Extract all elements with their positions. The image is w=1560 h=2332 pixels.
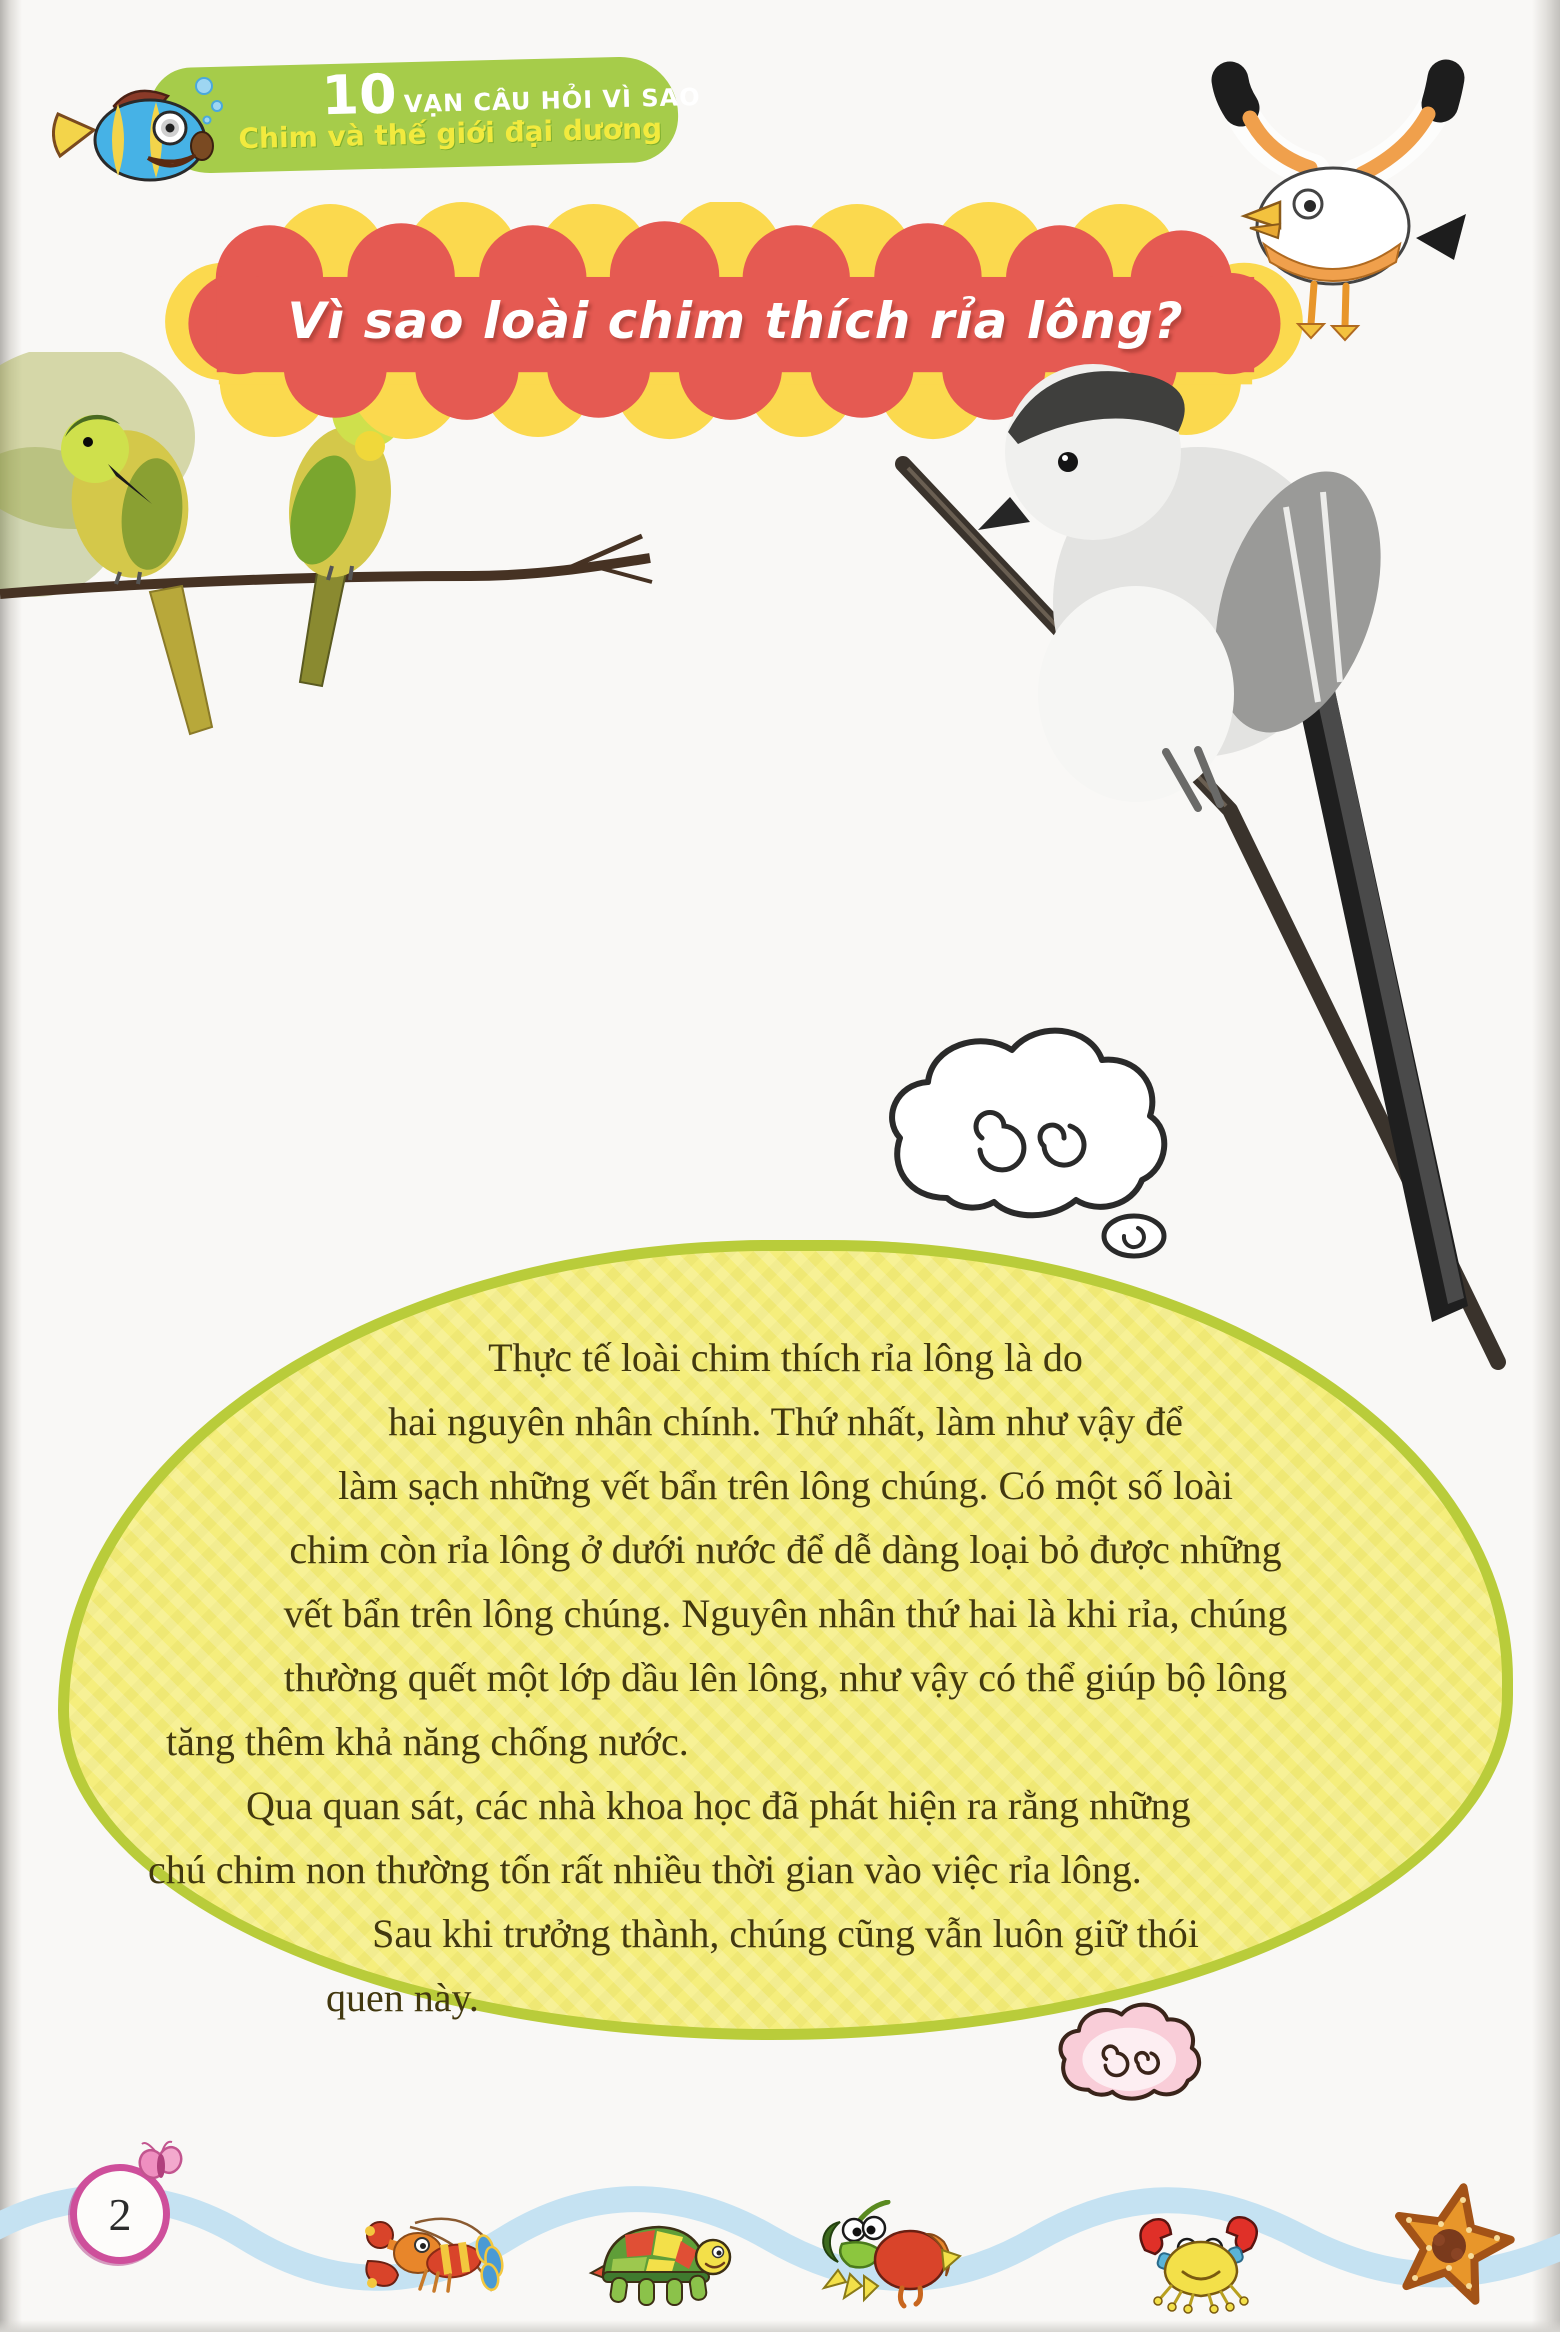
body-text-line: Sau khi trưởng thành, chúng cũng vẫn luôn giữ thói <box>372 1911 1199 1956</box>
body-text-line: chim còn rỉa lông ở dưới nước để dễ dàng loại bỏ được những <box>289 1527 1282 1572</box>
pink-cloud-icon <box>1038 1988 1223 2128</box>
seagull-icon <box>1128 56 1560 368</box>
starfish-icon <box>1385 2180 1517 2312</box>
series-subtitle: Chim và thế giới đại dương <box>238 111 663 156</box>
body-text-line: chú chim non thường tốn rất nhiều thời gian vào việc rỉa lông. <box>148 1847 1142 1892</box>
body-text-line: tăng thêm khả năng chống nước. <box>166 1719 689 1764</box>
body-text-line: hai nguyên nhân chính. Thứ nhất, làm như vậy để <box>388 1399 1183 1444</box>
series-number: 10 <box>320 62 398 128</box>
turtle-icon <box>585 2215 735 2313</box>
fish-logo-icon <box>52 66 257 188</box>
wave-line <box>0 2142 1560 2332</box>
body-text-line: Qua quan sát, các nhà khoa học đã phát hiện ra rằng những <box>246 1783 1191 1828</box>
main-text <box>118 1326 1453 2030</box>
body-text-line: Thực tế loài chim thích rỉa lông là do <box>488 1335 1083 1380</box>
lobster-icon <box>360 2205 510 2305</box>
page-title: Vì sao loài chim thích rỉa lông? <box>287 292 1184 350</box>
body-text-line: thường quết một lớp dầu lên lông, như vậy có thể giúp bộ lông <box>283 1655 1288 1700</box>
hermit-crab-icon <box>810 2200 962 2310</box>
page-edge-left <box>0 0 22 2332</box>
butterfly-icon <box>136 2140 190 2188</box>
body-text-line: vết bẩn trên lông chúng. Nguyên nhân thứ hai là khi rỉa, chúng <box>283 1591 1288 1636</box>
cloud-doodle-icon <box>862 998 1197 1273</box>
page-number: 2 <box>108 2188 132 2240</box>
crab-icon <box>1125 2208 1277 2318</box>
body-text-line: làm sạch những vết bẩn trên lông chúng. Có một số loài <box>338 1463 1233 1508</box>
series-name: VẠN CÂU HỎI VÌ SAO <box>403 82 701 119</box>
body-text-line: quen này. <box>326 1975 479 2020</box>
